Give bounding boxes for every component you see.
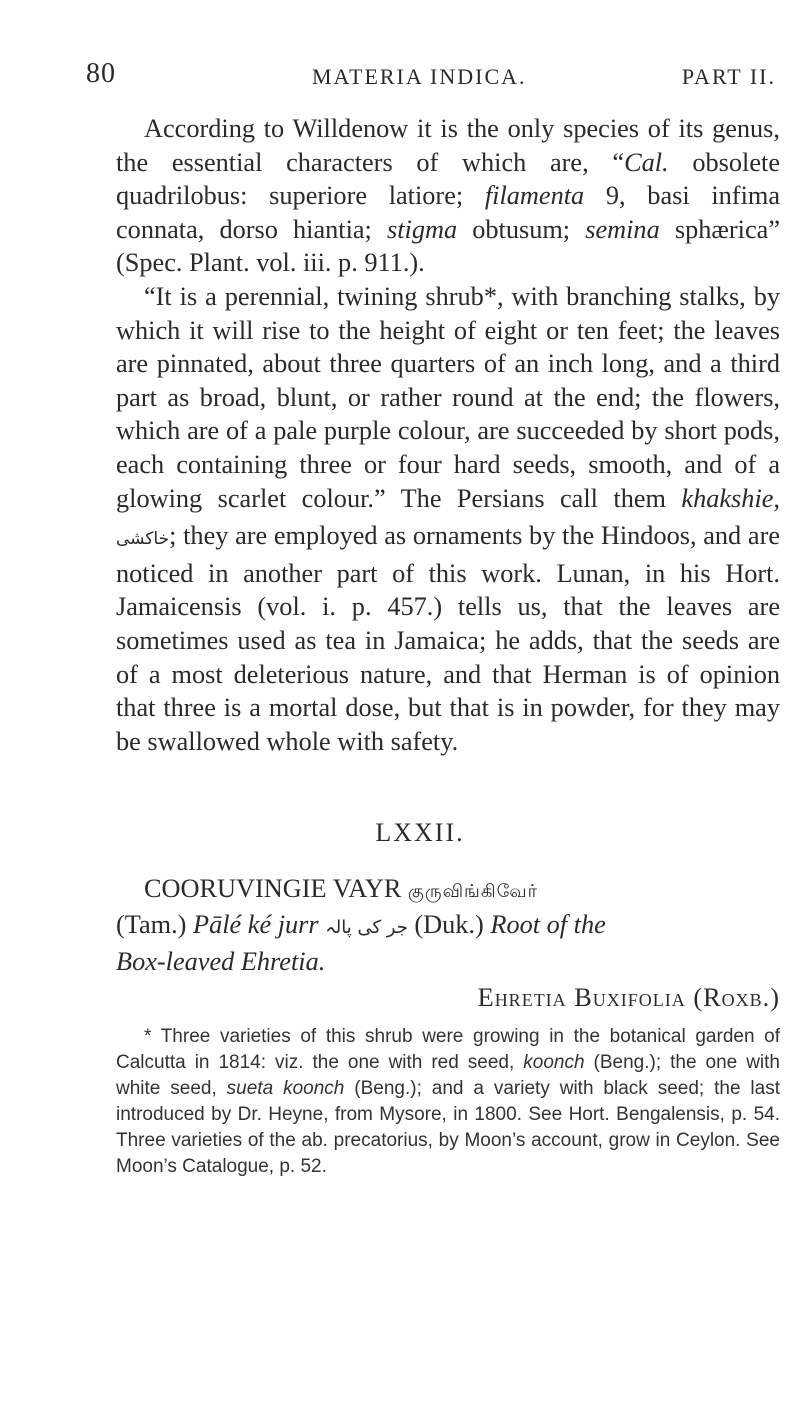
tamil-name: குருவிங்கிவேர் bbox=[408, 881, 538, 901]
entry-title-line bbox=[116, 872, 780, 908]
english-name-b: Box-leaved Ehretia. bbox=[116, 947, 326, 976]
tamil-label: (Tam.) bbox=[116, 910, 187, 939]
text-run: ; they are employed as ornaments by the Hindoos, and are noticed in another part of this work. Lunan, in his Hort. Jamaicensis (vol. i. p. 457.) tells us, that the leaves are sometimes used as tea in Jamaica; he adds, that the seeds are of a most deleterious nature, and that Herman is of opinion that three is a mortal dose, but that is in powder, for they may be swallowed whole with safety. bbox=[116, 521, 780, 756]
italic-term: Cal. bbox=[624, 147, 669, 177]
italic-term: sueta koonch bbox=[226, 1078, 345, 1099]
body-text bbox=[116, 112, 780, 758]
text-run: (Beng.); the one with white seed, bbox=[116, 1052, 781, 1099]
italic-term: khakshie, bbox=[681, 483, 780, 513]
entry-names-line bbox=[116, 908, 780, 945]
entry-heading bbox=[116, 872, 780, 1015]
text-run: obtusum; bbox=[457, 214, 586, 244]
footnote-text bbox=[116, 1024, 780, 1180]
running-head bbox=[86, 58, 776, 98]
dukhni-script: جر کی پالہ bbox=[325, 917, 408, 938]
running-part: PART II. bbox=[681, 64, 776, 89]
text-run: “It is a perennial, twining shrub*, with branching stalks, by which it will rise to the height of eight or ten feet; the leaves are pinnated, about three quarters of an inch long, and a third part as broad, blunt, or rather round at the end; the flowers, which are of a pale purple colour, are succeeded by short pods, each containing three or four hard seeds, smooth, and of a glowing scarlet colour.” The Persians call them bbox=[116, 281, 780, 513]
footnote bbox=[116, 1024, 780, 1180]
text-run: obsolete quadrilobus: superiore latiore; bbox=[116, 147, 780, 211]
text-run: According to Willdenow it is the only species of its genus, the essential characters of which are, “ bbox=[116, 114, 780, 177]
italic-term: stigma bbox=[386, 214, 458, 244]
page-number: 80 bbox=[86, 58, 116, 89]
paragraph-willdenow bbox=[116, 112, 780, 280]
dukhni-name: Pālé ké jurr bbox=[193, 910, 319, 939]
text-run: 9, basi infima connata, dorso hiantia; bbox=[116, 181, 780, 244]
italic-term: semina bbox=[585, 214, 660, 244]
entry-english-line bbox=[116, 945, 780, 979]
italic-term: koonch bbox=[523, 1052, 585, 1073]
dukhni-label: (Duk.) bbox=[414, 910, 484, 939]
entry-title: COORUVINGIE VAYR bbox=[144, 874, 402, 903]
running-title: MATERIA INDICA. bbox=[312, 64, 527, 89]
text-run: (Beng.); and a variety with black seed; the last introduced by Dr. Heyne, from Mysore, in 1800. See Hort. Bengalensis, p. 54. Three varieties of the ab. precatorius, by Moon’s account, grow in Ceylon. See Moon’s Catalogue, p. 52. bbox=[116, 1078, 780, 1177]
text-run: * Three varieties of this shrub were growing in the botanical garden of Calcutta in 1814: viz. the one with red seed, bbox=[116, 1026, 780, 1073]
text-run: sphærica” (Spec. Plant. vol. iii. p. 911.). bbox=[116, 214, 780, 278]
botanical-name: Ehretia Buxifolia (Roxb.) bbox=[477, 983, 780, 1012]
italic-term: filamenta bbox=[484, 181, 585, 211]
english-name-a: Root of the bbox=[490, 910, 606, 939]
section-number: LXXII. bbox=[375, 818, 465, 847]
arabic-term: خاکشی bbox=[116, 529, 170, 550]
paragraph-description bbox=[116, 280, 780, 758]
